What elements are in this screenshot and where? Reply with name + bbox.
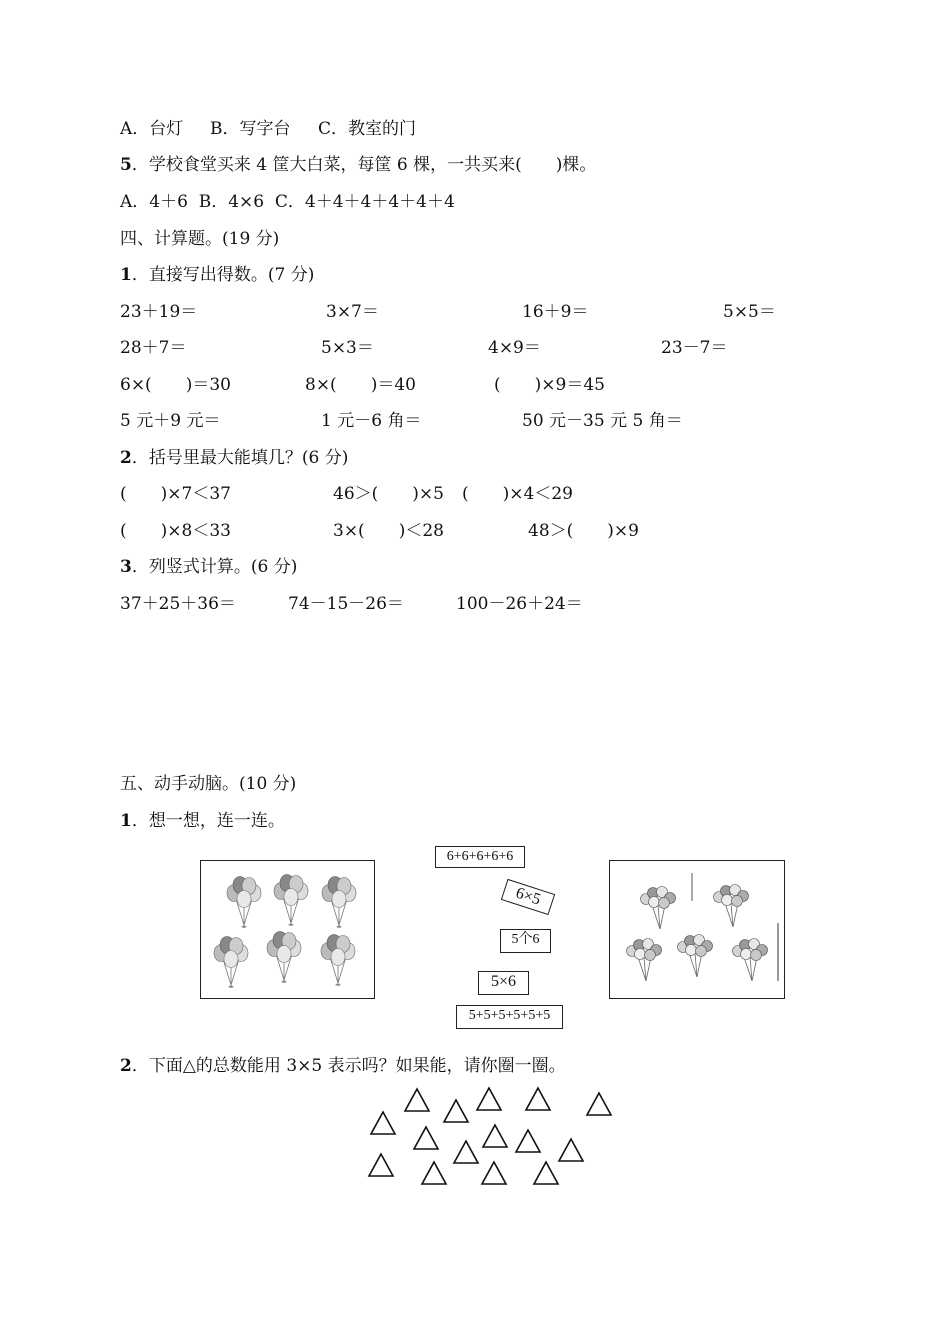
s4-q1-r3-item: ( )×9＝45 [494, 375, 605, 395]
expression-card[interactable]: 5×6 [478, 971, 529, 995]
s4-q1-r2-item: 28＋7＝ [120, 338, 187, 358]
s4-q2-r1-item: ( )×4＜29 [462, 484, 573, 504]
triangle-icon [516, 1130, 540, 1152]
triangle-icon [369, 1154, 393, 1176]
s4-q1-heading [120, 264, 314, 286]
s4-q2-r2-item: ( )×8＜33 [120, 521, 231, 541]
triangle-icon [559, 1139, 583, 1161]
s4-q2-heading [120, 447, 348, 469]
s4-q1-r2-item: 5×3＝ [321, 338, 374, 358]
triangle-icon [483, 1125, 507, 1147]
balloon-picture-right [609, 860, 785, 999]
s4-q1-r1-item: 3×7＝ [326, 302, 379, 322]
balloon-picture-left [200, 860, 375, 999]
triangle-icon [526, 1088, 550, 1110]
section4-title: 四、计算题。(19 分) [120, 229, 280, 249]
s4-q3-item: 74－15－26＝ [288, 594, 404, 614]
triangle-icon [477, 1088, 501, 1110]
triangle-icon [405, 1089, 429, 1111]
s5-q2-title: ．下面△的总数能用 3×5 表示吗？如果能，请你圈一圈。 [131, 1056, 566, 1076]
s4-q3-title: ．列竖式计算。(6 分) [131, 557, 298, 577]
s4-q2-r2-item: 48＞( )×9 [528, 521, 639, 541]
q5-question [120, 154, 596, 176]
s4-q2-r2-item: 3×( )＜28 [333, 521, 444, 541]
expression-card[interactable]: 5+5+5+5+5+5 [456, 1005, 563, 1029]
s4-q1-r4-item: 1 元－6 角＝ [321, 411, 422, 431]
s4-q1-r1-item: 16＋9＝ [522, 302, 589, 322]
s4-q1-r2-item: 23－7＝ [661, 338, 728, 358]
s5-q1-number: 1 [120, 811, 132, 831]
s4-q2-r1-item: 46＞( )×5 [333, 484, 444, 504]
s5-q1-title: ．想一想，连一连。 [131, 811, 285, 831]
q5-text: ．学校食堂买来 4 筐大白菜，每筐 6 棵，一共买来( )棵。 [131, 155, 597, 175]
expression-card[interactable]: 5个6 [500, 929, 551, 953]
s4-q2-number: 2 [120, 448, 132, 468]
s4-q1-number: 1 [120, 265, 132, 285]
triangle-icon [414, 1127, 438, 1149]
triangle-icon [444, 1100, 468, 1122]
triangle-icon [454, 1141, 478, 1163]
q4-option-c: C．教室的门 [318, 119, 417, 139]
triangle-icon [482, 1162, 506, 1184]
triangle-icon [534, 1162, 558, 1184]
expression-card[interactable]: 6+6+6+6+6 [435, 846, 525, 868]
s4-q2-title: ．括号里最大能填几？(6 分) [131, 448, 349, 468]
triangle-icon [422, 1162, 446, 1184]
s4-q3-heading [120, 556, 297, 578]
q4-option-a: A．台灯 [120, 119, 184, 139]
balloon-bunches-6-groups [201, 861, 373, 997]
s5-q2-number: 2 [120, 1056, 132, 1076]
q5-number: 5 [120, 155, 132, 175]
balloon-bunches-5-groups [610, 861, 783, 997]
s4-q1-r1-item: 5×5＝ [723, 302, 776, 322]
triangle-icon [587, 1093, 611, 1115]
s5-q2-heading [120, 1055, 566, 1077]
s4-q1-r3-item: 6×( )＝30 [120, 375, 231, 395]
triangles-group [360, 1080, 630, 1192]
s4-q2-r1-item: ( )×7＜37 [120, 484, 231, 504]
s5-q1-heading [120, 810, 285, 832]
s4-q1-r4-item: 5 元＋9 元＝ [120, 411, 221, 431]
s4-q1-r1-item: 23＋19＝ [120, 302, 198, 322]
expression-card[interactable]: 6×5 [501, 879, 555, 915]
s4-q3-number: 3 [120, 557, 132, 577]
s4-q3-item: 100－26＋24＝ [456, 594, 583, 614]
q5-options: A．4＋6 B．4×6 C．4＋4＋4＋4＋4＋4 [120, 192, 455, 212]
s4-q1-title: ．直接写出得数。(7 分) [131, 265, 315, 285]
s4-q1-r2-item: 4×9＝ [488, 338, 541, 358]
triangle-icon [371, 1112, 395, 1134]
s4-q3-item: 37＋25＋36＝ [120, 594, 236, 614]
q4-option-b: B．写字台 [210, 119, 291, 139]
section5-title: 五、动手动脑。(10 分) [120, 774, 297, 794]
s4-q1-r3-item: 8×( )＝40 [305, 375, 416, 395]
s4-q1-r4-item: 50 元－35 元 5 角＝ [522, 411, 683, 431]
